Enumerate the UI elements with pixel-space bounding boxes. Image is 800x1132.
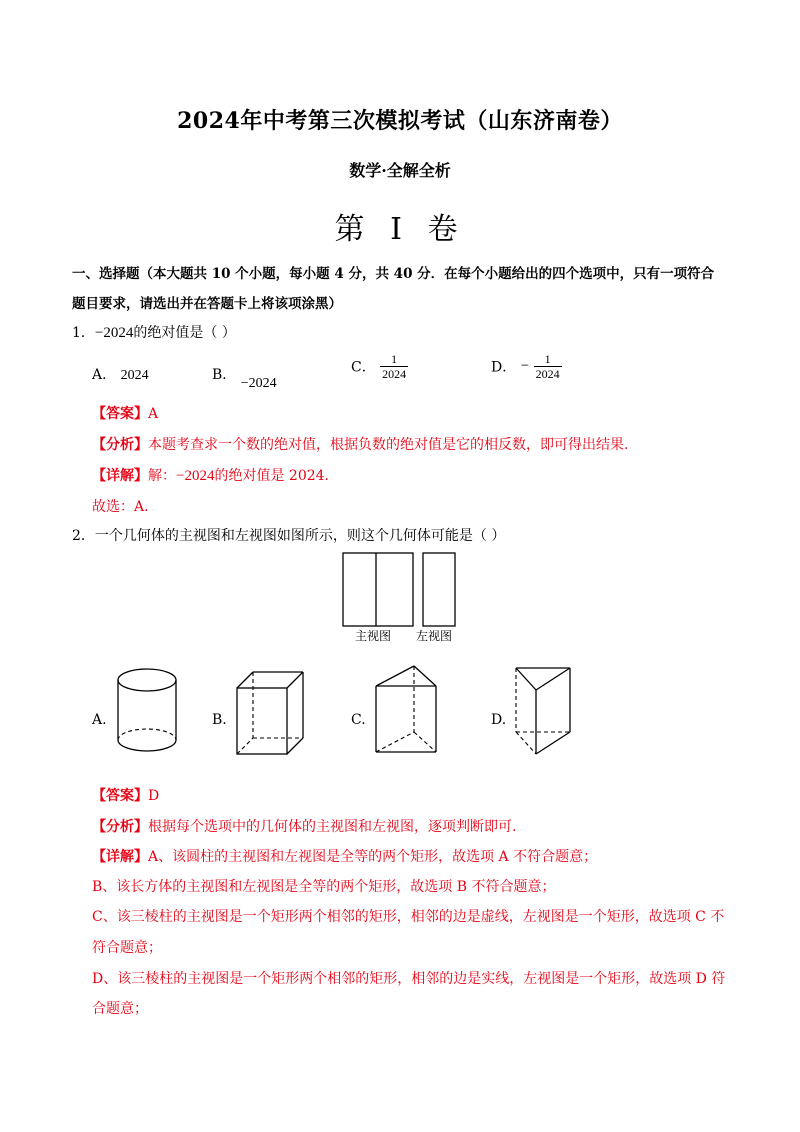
section-heading-line1: 一、选择题（本大题共 10 个小题，每小题 4 分，共 40 分．在每个小题给出的四个选项中，只有一项符合 [72, 266, 715, 282]
q2-option-a-label: A. [92, 712, 107, 728]
q1-detail-post: 的绝对值是 2024. [214, 468, 329, 484]
page-title: 2024年中考第三次模拟考试（山东济南卷） [177, 108, 623, 134]
volume-heading: 第 I 卷 [334, 212, 466, 247]
left-view-label: 左视图 [416, 629, 453, 643]
q1-answer [92, 403, 158, 423]
q1-option-d-numerator: 1 [544, 352, 551, 366]
q2-detail-c-line1: C、该三棱柱的主视图是一个矩形两个相邻的矩形，相邻的边是虚线，左视图是一个矩形，故选项 C 不 [92, 909, 725, 925]
q1-detail-pre: 解： [148, 468, 176, 484]
q1-option-c-label: C． [351, 359, 376, 376]
q1-answer-value: A [148, 406, 159, 422]
q1-option-a [92, 364, 149, 384]
q1-option-b-value: −2024 [240, 376, 277, 391]
q1-detail-tag: 【详解】 [92, 468, 148, 484]
q1-detail [92, 465, 329, 485]
q2-detail-tag: 【详解】 [92, 849, 148, 865]
triangular-prism-d-icon [512, 662, 574, 757]
q1-option-b [212, 364, 277, 391]
q1-option-d [491, 352, 562, 381]
q2-detail-c-line2: 符合题意； [92, 940, 162, 956]
q2-option-d-label: D. [491, 712, 507, 728]
q2-analysis-tag: 【分析】 [92, 819, 148, 835]
q1-option-c-fraction [380, 352, 408, 381]
q2-answer [92, 785, 159, 805]
front-view-label: 主视图 [355, 629, 392, 643]
q2-option-c-label: C. [351, 712, 366, 728]
q2-option-b-label: B. [212, 712, 227, 728]
triangular-prism-c-icon [372, 662, 442, 757]
q1-option-d-sign: − [520, 358, 530, 374]
q1-option-d-label: D． [491, 359, 517, 376]
q1-analysis [92, 434, 628, 454]
front-view-rect [343, 553, 413, 626]
q2-stem [72, 525, 505, 545]
section-heading-line2: 题目要求，请选出并在答题卡上将该项涂黑） [72, 296, 342, 312]
left-view-rect [423, 553, 455, 626]
cuboid-icon [234, 668, 306, 758]
q1-option-a-value: 2024 [120, 368, 149, 383]
q1-option-c-numerator: 1 [391, 352, 398, 366]
page-subtitle: 数学·全解全析 [349, 161, 451, 180]
q1-option-b-label: B． [212, 367, 237, 383]
q2-detail-a [92, 846, 597, 866]
q2-number: 2． [72, 528, 95, 544]
q1-option-d-denominator: 2024 [535, 367, 560, 381]
q1-number: 1． [72, 325, 95, 341]
q2-answer-tag: 【答案】 [92, 788, 148, 804]
q1-option-c-denominator: 2024 [382, 367, 407, 381]
q2-detail-a-text: A、该圆柱的主视图和左视图是全等的两个矩形，故选项 A 不符合题意； [148, 849, 598, 865]
cylinder-icon [114, 666, 180, 758]
q1-option-a-label: A． [92, 367, 117, 383]
q2-detail-b: B、该长方体的主视图和左视图是全等的两个矩形，故选项 B 不符合题意； [92, 879, 556, 895]
q1-option-c [351, 352, 408, 381]
q1-option-d-fraction [534, 352, 562, 381]
q1-analysis-text: 本题考查求一个数的绝对值，根据负数的绝对值是它的相反数，即可得出结果. [148, 437, 629, 453]
q2-stem-text: 一个几何体的主视图和左视图如图所示，则这个几何体可能是（ ） [94, 528, 506, 544]
q1-detail-expression: −2024 [176, 468, 215, 484]
q2-answer-value: D [148, 788, 160, 804]
q2-detail-d-line2: 合题意； [92, 1001, 148, 1017]
q2-detail-d-line1: D、该三棱柱的主视图是一个矩形两个相邻的矩形，相邻的边是实线，左视图是一个矩形，故选项 D 符 [92, 971, 726, 987]
q1-expression: −2024 [94, 325, 134, 341]
q1-analysis-tag: 【分析】 [92, 437, 148, 453]
q1-answer-tag: 【答案】 [92, 406, 148, 422]
q1-stem-tail: 的绝对值是（ ） [133, 325, 236, 341]
q2-analysis-text: 根据每个选项中的几何体的主视图和左视图，逐项判断即可. [148, 819, 517, 835]
q1-stem [72, 322, 236, 342]
q1-conclusion: 故选：A. [92, 499, 149, 515]
q2-analysis [92, 816, 516, 836]
